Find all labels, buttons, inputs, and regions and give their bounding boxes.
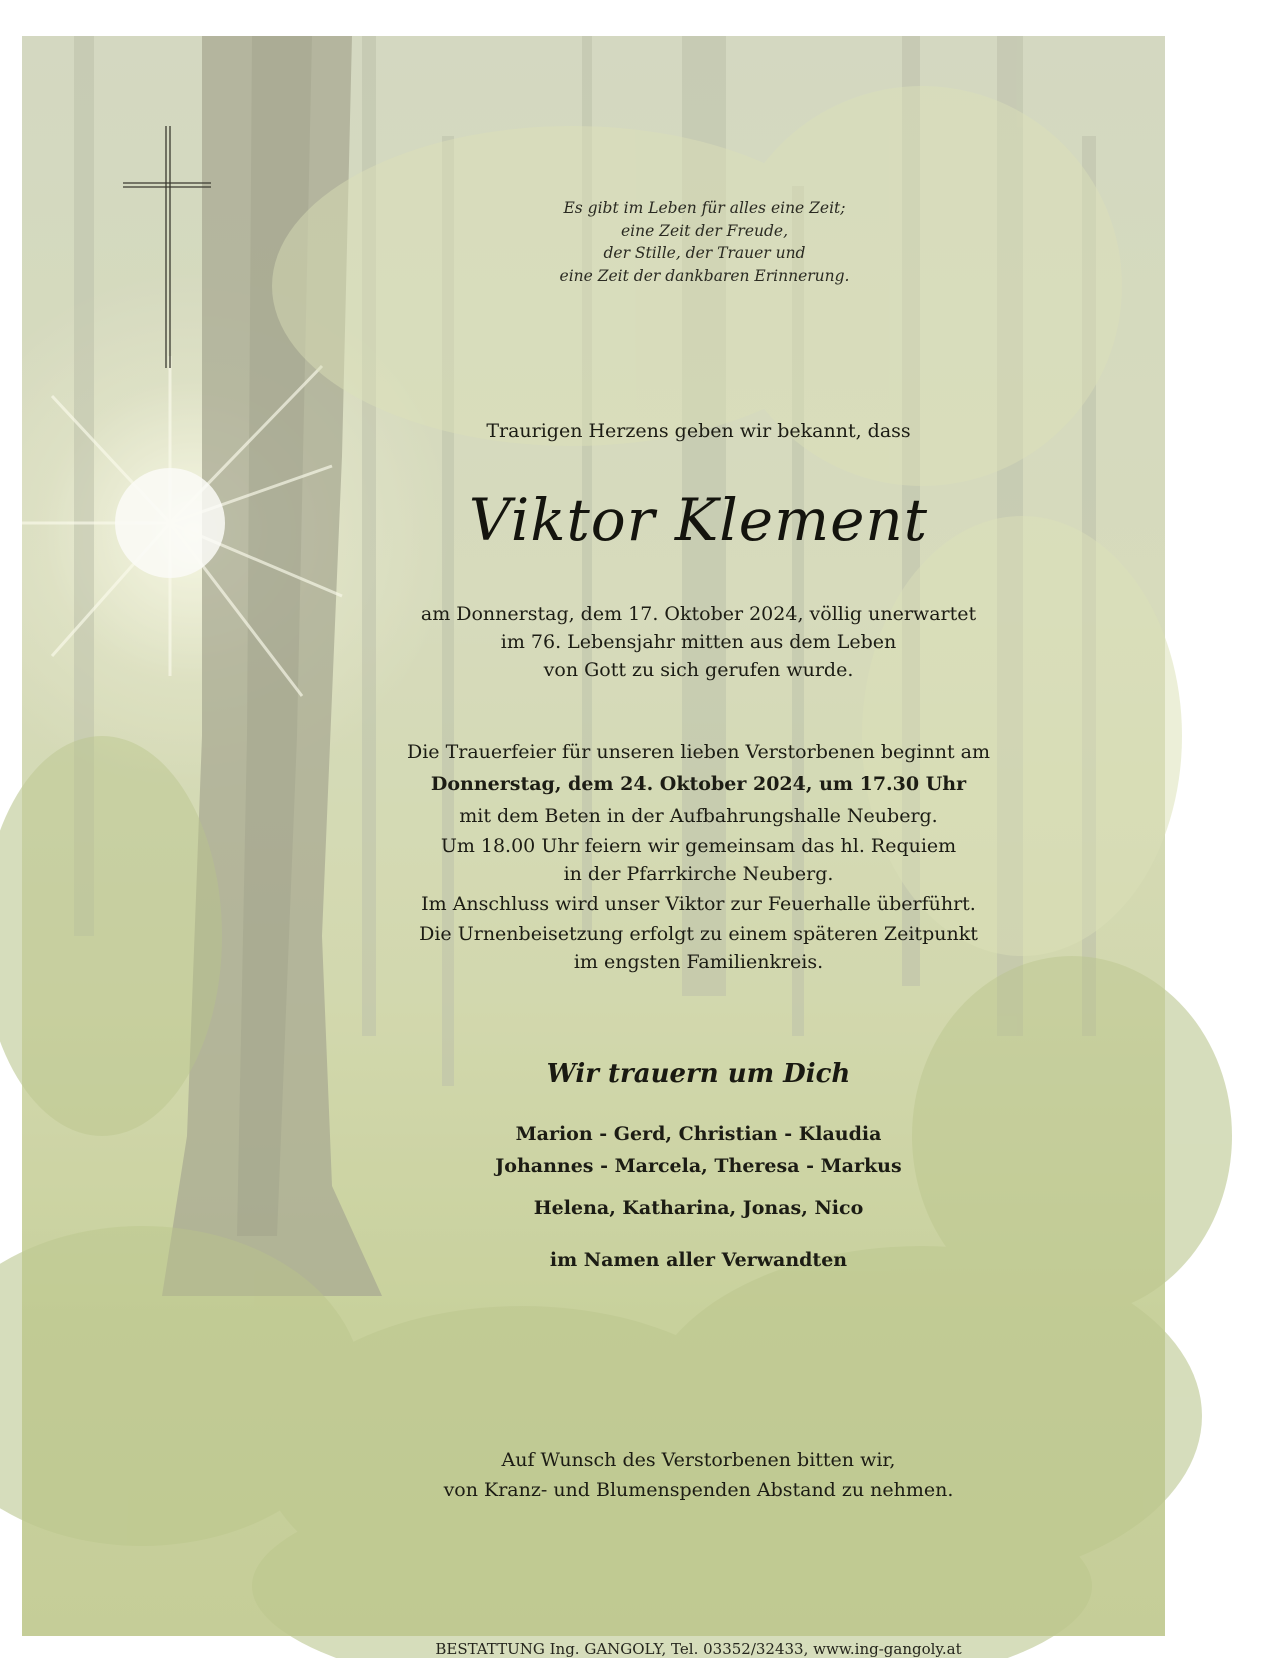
funeral-home-footer: BESTATTUNG Ing. GANGOLY, Tel. 03352/32433, www.ing-gangoly.at: [435, 1640, 962, 1658]
death-line: im 76. Lebensjahr mitten aus dem Leben: [500, 631, 897, 653]
ceremony-date: Donnerstag, dem 24. Oktober 2024, um 17.30 Uhr: [430, 773, 967, 795]
poem-line: der Stille, der Trauer und: [603, 244, 806, 262]
death-line: am Donnerstag, dem 17. Oktober 2024, völlig unerwartet: [420, 603, 977, 625]
ceremony-line: mit dem Beten in der Aufbahrungshalle Neuberg.: [459, 805, 938, 827]
poem-line: Es gibt im Leben für alles eine Zeit;: [563, 199, 846, 217]
poem-line: eine Zeit der Freude,: [620, 221, 789, 240]
request-line: Auf Wunsch des Verstorbenen bitten wir,: [501, 1449, 896, 1471]
obituary-sheet: [22, 36, 1165, 1658]
ceremony-line: Im Anschluss wird unser Viktor zur Feuerhalle überführt.: [421, 893, 976, 915]
mourners-list: [22, 1118, 1270, 1276]
ceremony-line: Um 18.00 Uhr feiern wir gemeinsam das hl. Requiem: [440, 835, 957, 857]
death-notice: [22, 600, 1270, 684]
donation-request: [22, 1445, 1270, 1505]
poem-line: eine Zeit der dankbaren Erinnerung.: [559, 266, 850, 285]
mourners-line: im Namen aller Verwandten: [549, 1249, 848, 1271]
ceremony-line: Die Urnenbeisetzung erfolgt zu einem späteren Zeitpunkt: [419, 923, 978, 945]
ceremony-details: [22, 736, 1270, 976]
ceremony-line: in der Pfarrkirche Neuberg.: [563, 863, 834, 885]
mourners-line: Johannes - Marcela, Theresa - Markus: [495, 1155, 902, 1177]
mourners-line: Marion - Gerd, Christian - Klaudia: [515, 1123, 882, 1145]
request-line: von Kranz- und Blumenspenden Abstand zu nehmen.: [443, 1479, 954, 1501]
intro-text: Traurigen Herzens geben wir bekannt, dass: [486, 420, 911, 442]
ceremony-line: Die Trauerfeier für unseren lieben Verstorbenen beginnt am: [406, 741, 991, 763]
mourners-heading: Wir trauern um Dich: [546, 1059, 851, 1089]
poem: [22, 197, 1165, 287]
ceremony-line: im engsten Familienkreis.: [573, 951, 824, 973]
mourners-line: Helena, Katharina, Jonas, Nico: [533, 1197, 864, 1219]
deceased-name: Viktor Klement: [468, 486, 929, 554]
death-line: von Gott zu sich gerufen wurde.: [543, 659, 854, 681]
